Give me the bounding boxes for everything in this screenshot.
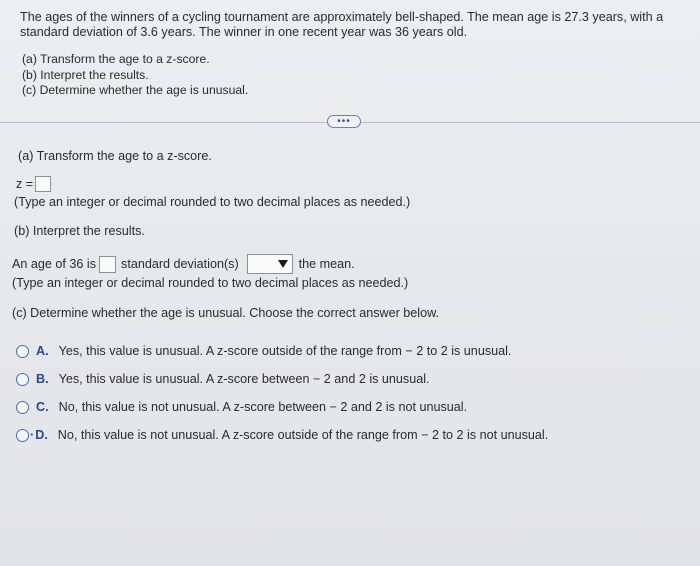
part-c-heading: (c) Determine whether the age is unusual. Choose the correct answer below. (12, 306, 440, 320)
radio-button[interactable] (16, 345, 29, 358)
radio-button[interactable] (16, 401, 29, 414)
interpret-suffix: the mean. (298, 256, 355, 271)
z-label: z = (16, 176, 34, 191)
intro-line-1: The ages of the winners of a cycling tournament are approximately bell-shaped. The mean age is 27.3 years, with a (20, 10, 664, 24)
question-intro (20, 10, 680, 40)
chevron-down-icon (278, 260, 288, 268)
interpret-middle: standard deviation(s) (121, 256, 239, 271)
std-dev-count-input[interactable] (99, 256, 116, 273)
intro-line-2: standard deviation of 3.6 years. The winner in one recent year was 36 years old. (20, 25, 468, 39)
parts-list (22, 52, 248, 99)
part-a-heading: (a) Transform the age to a z-score. (18, 149, 212, 163)
part-b-heading: (b) Interpret the results. (14, 224, 145, 238)
parts-item-a: (a) Transform the age to a z-score. (22, 52, 210, 66)
answer-option-c[interactable] (16, 398, 467, 416)
option-text: No, this value is not unusual. A z-score outside of the range from − 2 to 2 is not unusual. (57, 428, 549, 442)
option-letter: B. (36, 372, 49, 386)
expand-more-button[interactable]: ••• (327, 115, 361, 128)
parts-item-c: (c) Determine whether the age is unusual. (22, 83, 249, 97)
answer-option-b[interactable] (16, 370, 430, 388)
option-letter: C. (36, 400, 49, 414)
option-text: Yes, this value is unusual. A z-score outside of the range from − 2 to 2 is unusual. (58, 344, 512, 358)
answer-option-a[interactable] (16, 342, 511, 360)
part-b-hint: (Type an integer or decimal rounded to two decimal places as needed.) (12, 276, 409, 290)
option-letter: A. (36, 344, 49, 358)
radio-button[interactable] (16, 429, 29, 442)
option-text: Yes, this value is unusual. A z-score between − 2 and 2 is unusual. (58, 372, 430, 386)
interpret-row (12, 254, 355, 274)
answer-option-d[interactable] (16, 426, 548, 444)
z-score-input[interactable] (35, 176, 51, 192)
radio-button[interactable] (16, 373, 29, 386)
option-text: No, this value is not unusual. A z-score between − 2 and 2 is not unusual. (58, 400, 468, 414)
z-score-row (16, 176, 51, 192)
interpret-prefix: An age of 36 is (12, 256, 97, 271)
part-a-hint: (Type an integer or decimal rounded to two decimal places as needed.) (14, 195, 411, 209)
parts-item-b: (b) Interpret the results. (22, 67, 149, 82)
cursor-dot: · (30, 428, 35, 442)
option-letter: D. (35, 428, 48, 442)
direction-dropdown[interactable] (247, 254, 293, 274)
